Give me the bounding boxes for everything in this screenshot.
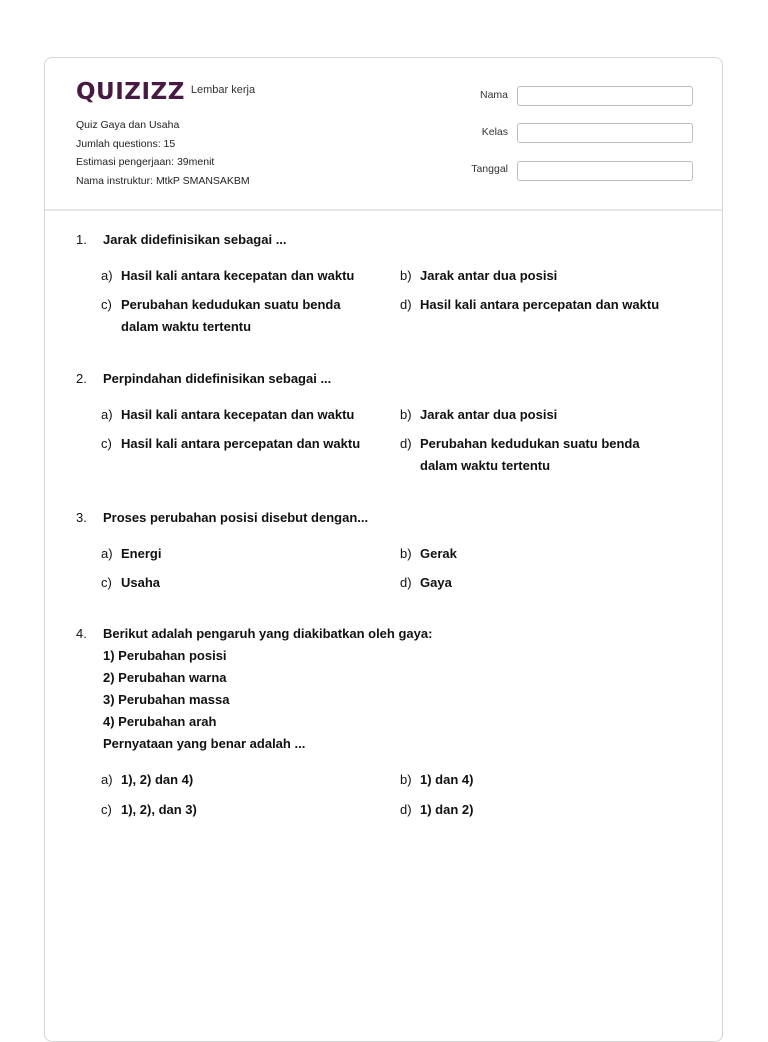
statement-1: 1) Perubahan posisi [103, 648, 227, 663]
question-count: Jumlah questions: 15 [76, 137, 176, 150]
option-3a[interactable]: a) Energi [101, 546, 162, 561]
option-2c[interactable]: c) Hasil kali antara percepatan dan waktu [101, 436, 361, 451]
option-4b[interactable]: b) 1) dan 4) [400, 772, 474, 787]
option-4a[interactable]: a) 1), 2) dan 4) [101, 772, 194, 787]
question-number: 4. [76, 626, 87, 641]
question-number: 2. [76, 371, 87, 386]
option-1a[interactable]: a) Hasil kali antara kecepatan dan waktu [101, 268, 355, 283]
option-1c[interactable]: c) Perubahan kedudukan suatu benda dalam waktu tertentu [101, 297, 341, 334]
worksheet-page [44, 57, 723, 1042]
worksheet-header [45, 58, 722, 211]
question-number: 1. [76, 232, 87, 247]
option-1d[interactable]: d) Hasil kali antara percepatan dan waktu [400, 297, 660, 312]
question-text: Jarak didefinisikan sebagai ... [103, 232, 287, 247]
statement-4: 4) Perubahan arah [103, 714, 217, 729]
statement-3: 3) Perubahan massa [103, 692, 230, 707]
quizizz-logo: QUIZIZZ [76, 79, 185, 105]
option-2a[interactable]: a) Hasil kali antara kecepatan dan waktu [101, 407, 355, 422]
question-text: Proses perubahan posisi disebut dengan... [103, 510, 369, 525]
worksheet-label: Lembar kerja [190, 84, 256, 96]
option-1b[interactable]: b) Jarak antar dua posisi [400, 268, 558, 283]
option-4c[interactable]: c) 1), 2), dan 3) [101, 802, 197, 817]
brand [76, 79, 255, 105]
statement-2: 2) Perubahan warna [103, 670, 227, 685]
question-4 [76, 623, 696, 755]
question-text: Berikut adalah pengaruh yang diakibatkan oleh gaya: [103, 626, 433, 641]
name-label: Nama [479, 89, 508, 101]
option-2d[interactable]: d) Perubahan kedudukan suatu benda dalam waktu tertentu [400, 436, 640, 473]
question-3 [76, 507, 696, 529]
date-label: Tanggal [471, 163, 508, 175]
class-label: Kelas [481, 126, 508, 138]
option-3c[interactable]: c) Usaha [101, 575, 161, 590]
question-text: Perpindahan didefinisikan sebagai ... [103, 371, 332, 386]
question-number: 3. [76, 510, 87, 525]
class-field[interactable] [517, 123, 693, 143]
name-field[interactable] [517, 86, 693, 106]
quiz-title: Quiz Gaya dan Usaha [76, 119, 180, 131]
date-field[interactable] [517, 161, 693, 181]
question-1 [76, 229, 696, 251]
option-3b[interactable]: b) Gerak [400, 546, 457, 561]
option-2b[interactable]: b) Jarak antar dua posisi [400, 407, 558, 422]
question-2 [76, 368, 696, 390]
quiz-meta [76, 116, 250, 190]
question-prompt: Pernyataan yang benar adalah ... [103, 736, 306, 751]
option-3d[interactable]: d) Gaya [400, 575, 452, 590]
estimated-time: Estimasi pengerjaan: 39menit [76, 156, 215, 168]
instructor-name: Nama instruktur: MtkP SMANSAKBM [76, 174, 250, 187]
option-4d[interactable]: d) 1) dan 2) [400, 802, 474, 817]
